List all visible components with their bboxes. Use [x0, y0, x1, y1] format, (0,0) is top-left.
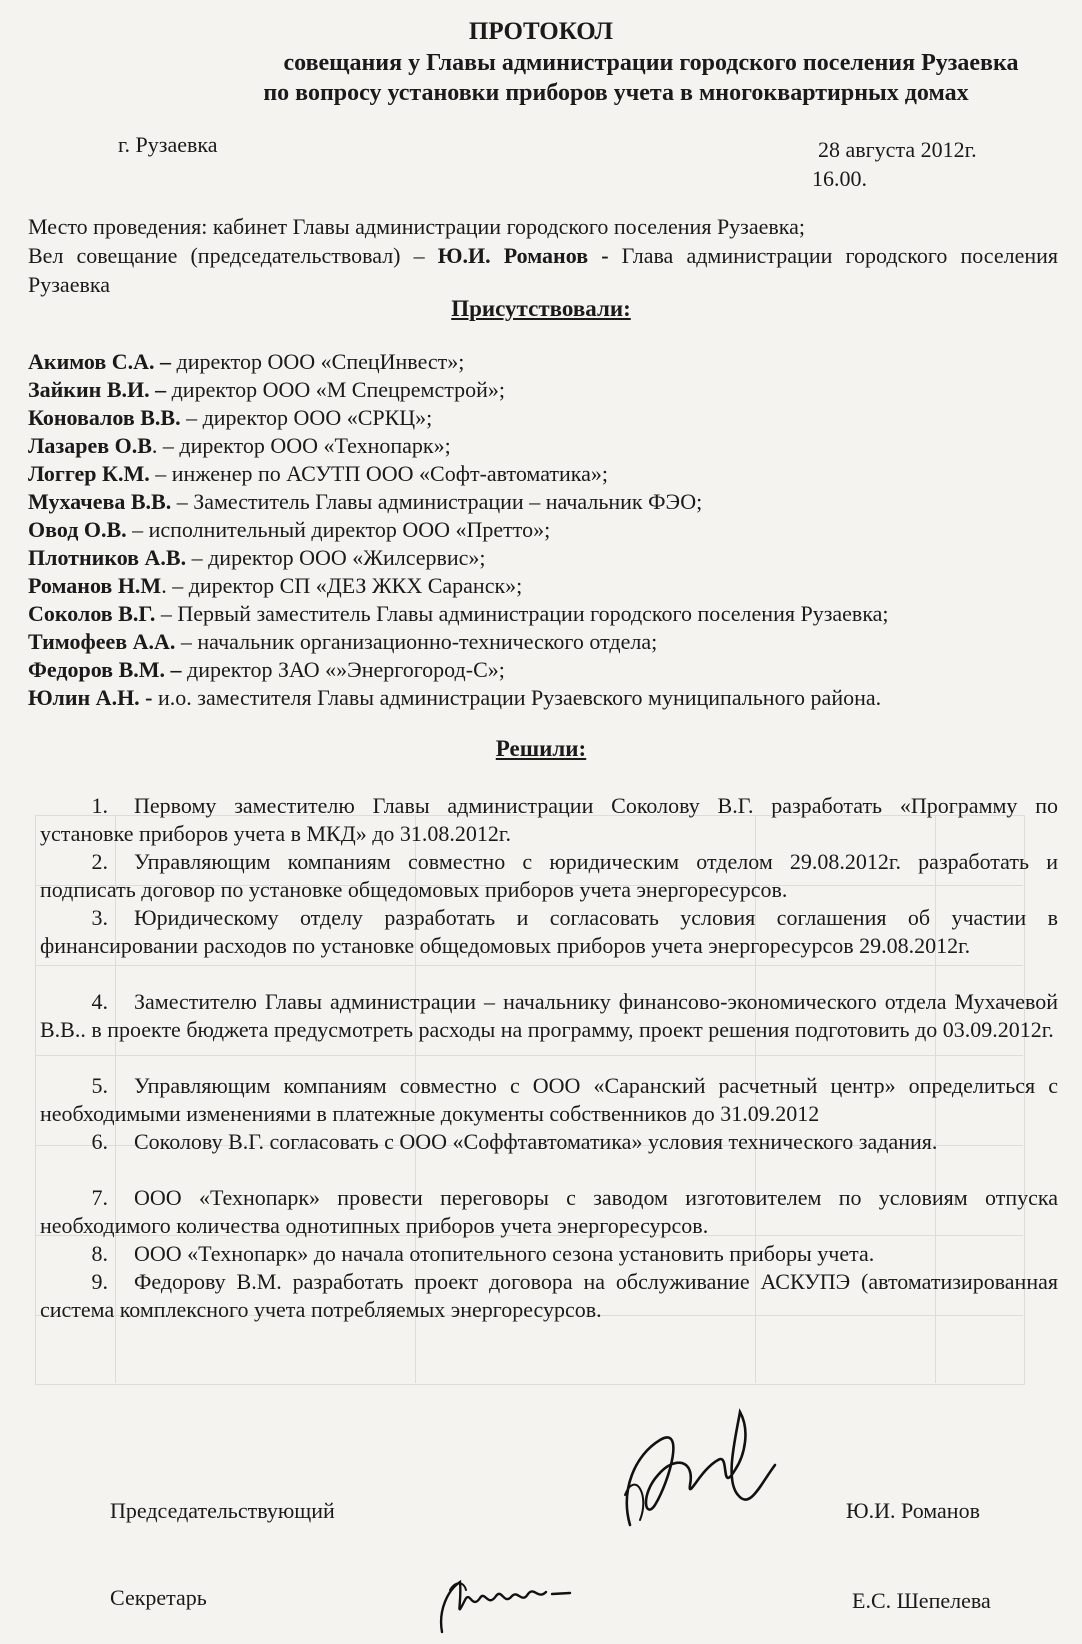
attendee-row	[28, 376, 505, 404]
attendee-role: директор ЗАО «»Энергогород-С»;	[181, 657, 505, 682]
secretary-label: Секретарь	[110, 1585, 207, 1610]
attendee-role: директор ООО «СпецИнвест»;	[171, 349, 465, 374]
attendee-row	[28, 684, 881, 712]
decision-text: Первому заместителю Главы администрации Соколову В.Г. разработать «Программу по установке приборов учета в МКД» до 31.08.2012г.	[40, 793, 1058, 846]
decision-text: Заместителю Главы администрации – начальнику финансово-экономического отдела Мухачевой В.В.. в проекте бюджета предусмотреть расходы на программу, проект решения подготовить до 03.09.2012г.	[40, 989, 1058, 1042]
decisions-heading: Решили:	[495, 736, 587, 761]
decision-item	[40, 904, 1058, 960]
attendee-name: Мухачева В.В.	[28, 489, 172, 514]
document-subtitle-2: по вопросу установки приборов учета в многоквартирных домах	[263, 80, 969, 106]
document-title: ПРОТОКОЛ	[468, 18, 614, 45]
attendee-name: Юлин А.Н. -	[28, 685, 153, 710]
attendee-row	[28, 656, 505, 684]
attendee-row	[28, 432, 451, 460]
attendee-name: Федоров В.М. –	[28, 657, 182, 682]
attendee-name: Овод О.В.	[28, 517, 127, 542]
decision-number: 1.	[91, 793, 108, 818]
attendee-row	[28, 628, 657, 656]
attendee-row	[28, 544, 486, 572]
decision-number: 8.	[91, 1241, 108, 1266]
decision-number: 9.	[91, 1269, 108, 1294]
attendee-name: Романов Н.М	[28, 573, 162, 598]
document-subtitle-1: совещания у Главы администрации городского поселения Рузаевка	[283, 50, 1019, 76]
attendee-role: – инженер по АСУТП ООО «Софт-автоматика»;	[149, 461, 609, 486]
chair-paragraph	[28, 241, 1058, 299]
decision-number: 6.	[91, 1129, 108, 1154]
attendee-row	[28, 516, 550, 544]
attendee-name: Логгер К.М.	[28, 461, 150, 486]
secretary-signature-icon	[430, 1560, 580, 1640]
city: г. Рузаевка	[118, 132, 218, 157]
attendee-row	[28, 488, 702, 516]
venue: Место проведения: кабинет Главы администрации городского поселения Рузаевка;	[28, 214, 806, 239]
attendee-row	[28, 348, 464, 376]
attendee-role: – Заместитель Главы администрации – начальник ФЭО;	[171, 489, 703, 514]
chair-signature-label: Председательствующий	[110, 1498, 335, 1523]
decision-text: Соколову В.Г. согласовать с ООО «Соффтавтоматика» условия технического задания.	[134, 1129, 938, 1154]
attendee-name: Зайкин В.И. –	[28, 377, 167, 402]
decision-item	[40, 1128, 1058, 1156]
chair-signature-name: Ю.И. Романов	[846, 1498, 980, 1523]
attendee-name: Акимов С.А. –	[28, 349, 172, 374]
secretary-name: Е.С. Шепелева	[852, 1588, 991, 1613]
decision-item	[40, 988, 1058, 1044]
attendee-name: Лазарев О.В	[28, 433, 152, 458]
attendee-role: – директор ООО «Жилсервис»;	[186, 545, 486, 570]
decision-item	[40, 1268, 1058, 1324]
chair-name: Ю.И. Романов -	[437, 243, 609, 268]
attendee-name: Плотников А.В.	[28, 545, 187, 570]
decision-text: Управляющим компаниям совместно с ООО «Саранский расчетный центр» определиться с необходимыми изменениями в платежные документы собственников до 31.09.2012	[40, 1073, 1058, 1126]
decision-text: Юридическому отделу разработать и согласовать условия соглашения об участии в финансировании расходов по установке общедомовых приборов учета энергоресурсов 29.08.2012г.	[40, 905, 1058, 958]
attendee-role: . – директор СП «ДЕЗ ЖКХ Саранск»;	[161, 573, 523, 598]
decision-number: 4.	[91, 989, 108, 1014]
decision-number: 5.	[91, 1073, 108, 1098]
decision-number: 7.	[91, 1185, 108, 1210]
decision-item	[40, 1240, 1058, 1268]
attendee-role: – начальник организационно-технического отдела;	[175, 629, 658, 654]
attendees-heading: Присутствовали:	[451, 296, 631, 321]
decision-item	[40, 1184, 1058, 1240]
attendee-name: Коновалов В.В.	[28, 405, 181, 430]
decision-text: ООО «Технопарк» провести переговоры с заводом изготовителем по условиям отпуска необходимого количества однотипных приборов учета энергоресурсов.	[40, 1185, 1058, 1238]
attendee-role: – директор ООО «СРКЦ»;	[180, 405, 433, 430]
attendee-row	[28, 600, 889, 628]
decision-number: 2.	[91, 849, 108, 874]
attendee-role: директор ООО «М Спецремстрой»;	[166, 377, 505, 402]
attendee-role: – Первый заместитель Главы администрации городского поселения Рузаевка;	[155, 601, 889, 626]
decision-text: Федорову В.М. разработать проект договора на обслуживание АСКУПЭ (автоматизированная система комплексного учета потребляемых энергоресурсов.	[40, 1269, 1058, 1322]
attendee-row	[28, 404, 432, 432]
decision-item	[40, 1072, 1058, 1128]
chair-signature-icon	[600, 1400, 780, 1540]
attendee-role: – исполнительный директор ООО «Претто»;	[126, 517, 551, 542]
chair-prefix: Вел совещание (председательствовал) –	[28, 243, 438, 268]
attendee-name: Соколов В.Г.	[28, 601, 156, 626]
attendee-role: и.о. заместителя Главы администрации Рузаевского муниципального района.	[152, 685, 882, 710]
decision-item	[40, 848, 1058, 904]
chair-role: Глава администрации городского поселения Рузаевка	[28, 243, 1058, 297]
decision-text: Управляющим компаниям совместно с юридическим отделом 29.08.2012г. разработать и подписать договор по установке общедомовых приборов учета энергоресурсов.	[40, 849, 1058, 902]
attendee-role: . – директор ООО «Технопарк»;	[151, 433, 451, 458]
decision-item	[40, 792, 1058, 848]
meeting-time: 16.00.	[812, 166, 867, 191]
decision-text: ООО «Технопарк» до начала отопительного сезона установить приборы учета.	[134, 1241, 875, 1266]
decision-number: 3.	[91, 905, 108, 930]
attendee-row	[28, 572, 522, 600]
attendee-row	[28, 460, 608, 488]
meeting-date: 28 августа 2012г.	[818, 137, 977, 162]
attendee-name: Тимофеев А.А.	[28, 629, 176, 654]
